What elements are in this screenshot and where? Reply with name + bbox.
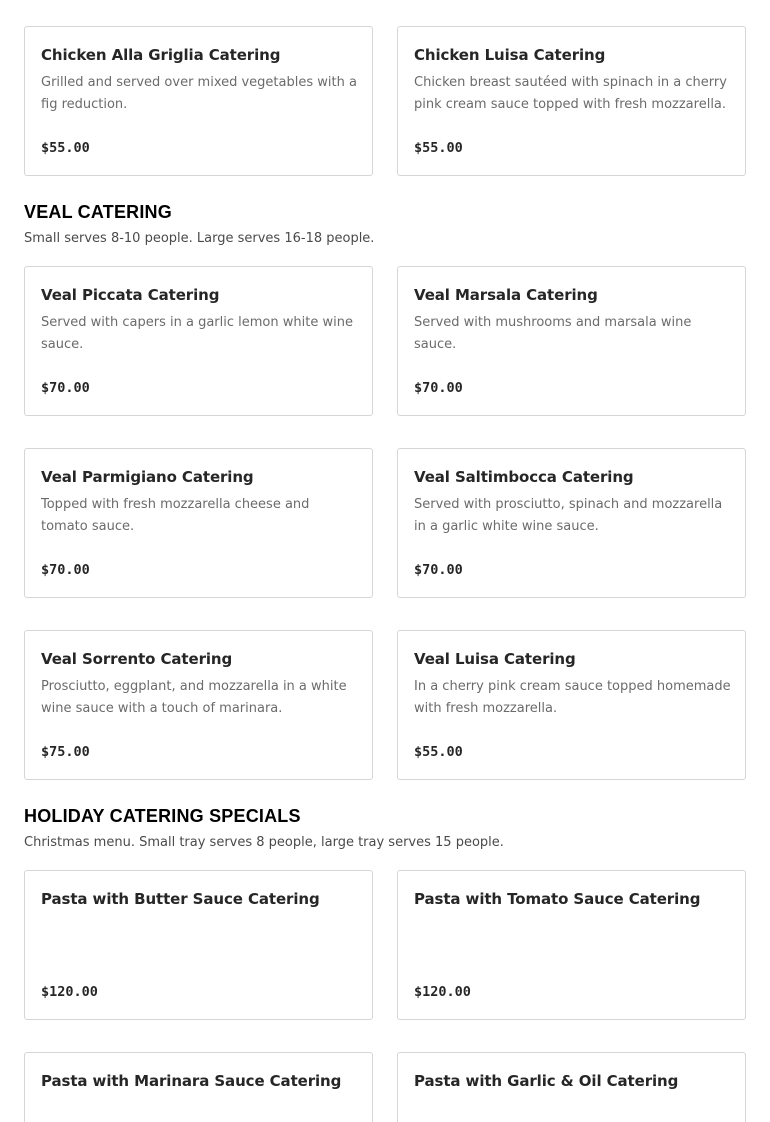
menu-item-description: Chicken breast sautéed with spinach in a cherry pink cream sauce topped with fresh mozzarella. bbox=[414, 75, 727, 112]
section-title-veal: VEAL CATERING bbox=[24, 202, 172, 222]
menu-item-description: In a cherry pink cream sauce topped homemade with fresh mozzarella. bbox=[414, 679, 731, 716]
menu-item-card[interactable] bbox=[397, 448, 746, 598]
menu-item-description: Served with prosciutto, spinach and mozzarella in a garlic white wine sauce. bbox=[414, 497, 723, 534]
menu-item-price: $70.00 bbox=[414, 562, 463, 578]
menu-item-card[interactable] bbox=[24, 870, 373, 1020]
menu-item-price: $70.00 bbox=[41, 562, 90, 578]
menu-item-name: Pasta with Garlic & Oil Catering bbox=[414, 1072, 679, 1090]
menu-item-card[interactable] bbox=[24, 266, 373, 416]
menu-item-name: Veal Luisa Catering bbox=[414, 650, 576, 668]
menu-item-price: $55.00 bbox=[414, 140, 463, 156]
section-title-holiday: HOLIDAY CATERING SPECIALS bbox=[24, 806, 301, 826]
menu-item-price: $120.00 bbox=[414, 984, 471, 1000]
menu-item-name: Pasta with Tomato Sauce Catering bbox=[414, 890, 701, 908]
menu-item-name: Veal Parmigiano Catering bbox=[41, 468, 254, 486]
menu-item-description: Served with mushrooms and marsala wine sauce. bbox=[414, 315, 692, 352]
menu-item-card[interactable] bbox=[24, 26, 373, 176]
menu-item-card[interactable] bbox=[24, 1052, 373, 1122]
section-subtitle-holiday: Christmas menu. Small tray serves 8 people, large tray serves 15 people. bbox=[24, 835, 504, 850]
menu-item-description: Prosciutto, eggplant, and mozzarella in a white wine sauce with a touch of marinara. bbox=[41, 679, 347, 716]
menu-item-card[interactable] bbox=[397, 870, 746, 1020]
section-subtitle-veal: Small serves 8-10 people. Large serves 16-18 people. bbox=[24, 231, 375, 246]
menu-item-card[interactable] bbox=[397, 266, 746, 416]
menu-item-name: Chicken Alla Griglia Catering bbox=[41, 46, 281, 64]
menu-item-card[interactable] bbox=[24, 448, 373, 598]
menu-item-price: $120.00 bbox=[41, 984, 98, 1000]
menu-item-price: $55.00 bbox=[414, 744, 463, 760]
menu-item-card[interactable] bbox=[24, 630, 373, 780]
menu-item-name: Veal Piccata Catering bbox=[41, 286, 220, 304]
menu-item-name: Veal Marsala Catering bbox=[414, 286, 598, 304]
menu-item-description: Served with capers in a garlic lemon white wine sauce. bbox=[41, 315, 353, 352]
menu-item-name: Veal Sorrento Catering bbox=[41, 650, 233, 668]
menu-item-description: Topped with fresh mozzarella cheese and tomato sauce. bbox=[41, 497, 310, 534]
menu-item-price: $70.00 bbox=[414, 380, 463, 396]
menu-item-description: Grilled and served over mixed vegetables with a fig reduction. bbox=[41, 75, 357, 112]
menu-item-card[interactable] bbox=[397, 1052, 746, 1122]
menu-item-card[interactable] bbox=[397, 630, 746, 780]
menu-item-price: $70.00 bbox=[41, 380, 90, 396]
menu-item-name: Pasta with Marinara Sauce Catering bbox=[41, 1072, 342, 1090]
menu-item-card[interactable] bbox=[397, 26, 746, 176]
menu-item-name: Veal Saltimbocca Catering bbox=[414, 468, 634, 486]
menu-item-price: $55.00 bbox=[41, 140, 90, 156]
menu-item-name: Pasta with Butter Sauce Catering bbox=[41, 890, 320, 908]
menu-item-price: $75.00 bbox=[41, 744, 90, 760]
menu-item-name: Chicken Luisa Catering bbox=[414, 46, 606, 64]
